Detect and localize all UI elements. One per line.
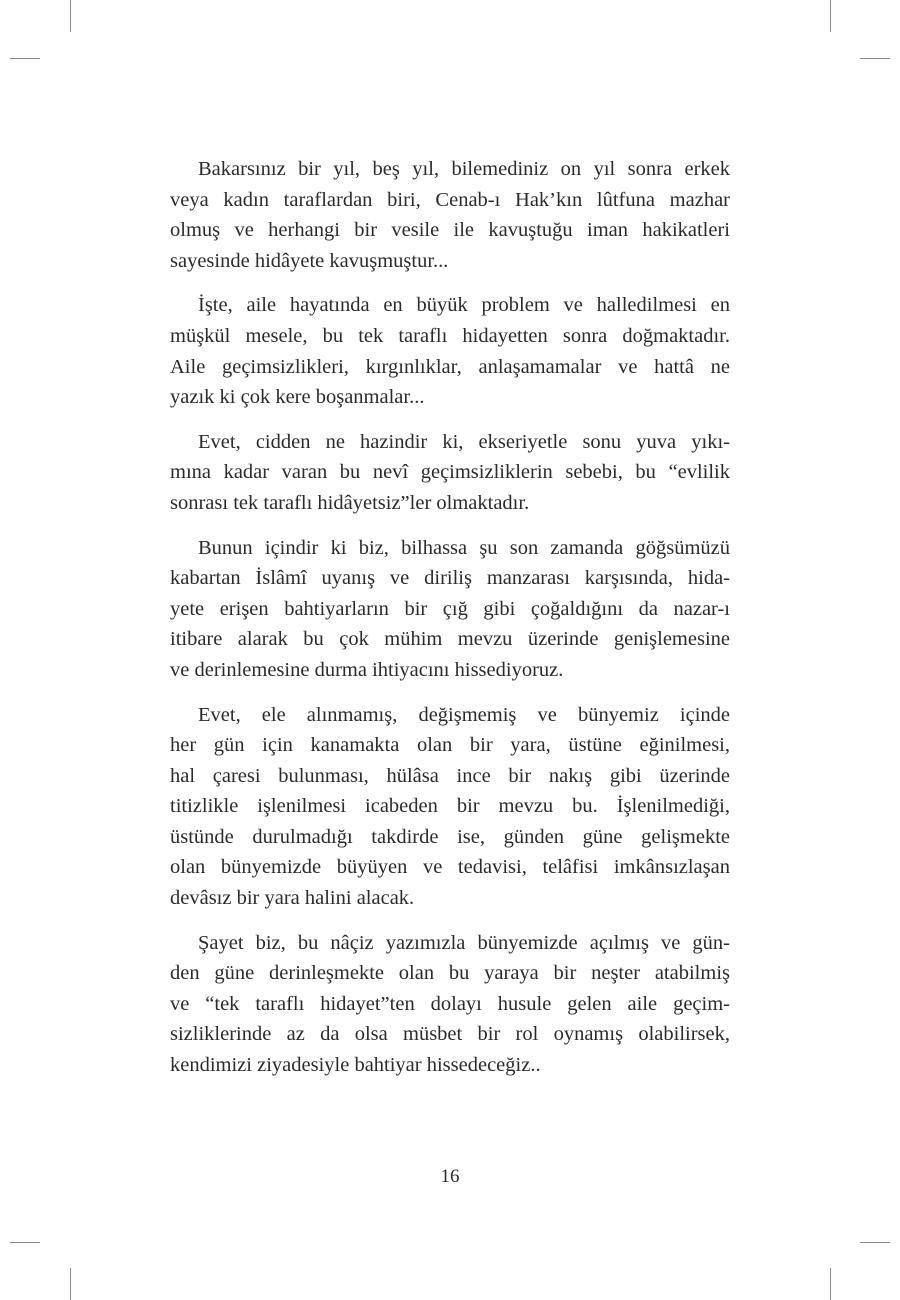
text-line: Evet, cidden ne hazindir ki, ekseriyetle sonu yuva yıkı- — [198, 430, 730, 453]
text-line: olmuş ve herhangi bir vesile ile kavuştuğu iman hakikatleri — [170, 219, 730, 242]
crop-mark — [70, 0, 71, 32]
text-line: den güne derinleşmekte olan bu yaraya bir neşter atabilmiş — [170, 962, 730, 985]
crop-mark — [10, 58, 40, 59]
paragraph — [170, 700, 730, 914]
text-line: müşkül mesele, bu tek taraflı hidayetten sonra doğmaktadır. — [170, 324, 730, 347]
page-number: 16 — [440, 1166, 460, 1187]
text-line: kendimizi ziyadesiyle bahtiyar hissedeceğiz.. — [170, 1054, 541, 1077]
text-line: üstünde durulmadığı takdirde ise, günden güne gelişmekte — [170, 825, 730, 848]
page-body — [170, 154, 730, 1095]
paragraph — [170, 928, 730, 1081]
text-line: Evet, ele alınmamış, değişmemiş ve bünyemiz içinde — [198, 703, 730, 726]
text-line: yazık ki çok kere boşanmalar... — [170, 386, 425, 409]
text-line: mına kadar varan bu nevî geçimsizliklerin sebebi, bu “evlilik — [170, 461, 730, 484]
text-line: İşte, aile hayatında en büyük problem ve halledilmesi en — [198, 294, 730, 317]
text-line: Aile geçimsizlikleri, kırgınlıklar, anlaşamamalar ve hattâ ne — [170, 355, 730, 378]
crop-mark — [830, 1268, 831, 1300]
crop-mark — [860, 58, 890, 59]
paragraph — [170, 154, 730, 276]
text-line: sizliklerinde az da olsa müsbet bir rol oynamış olabilirsek, — [170, 1023, 730, 1046]
text-line: sonrası tek taraflı hidâyetsiz”ler olmaktadır. — [170, 491, 530, 514]
paragraph — [170, 290, 730, 412]
crop-mark — [860, 1242, 890, 1243]
text-line: Şayet biz, bu nâçiz yazımızla bünyemizde açılmış ve gün- — [198, 931, 730, 954]
text-line: Bunun içindir ki biz, bilhassa şu son zamanda göğsümüzü — [198, 536, 730, 559]
text-line: kabartan İslâmî uyanış ve diriliş manzarası karşısında, hida- — [170, 567, 730, 590]
text-line: devâsız bir yara halini alacak. — [170, 887, 415, 910]
text-line: titizlikle işlenilmesi icabeden bir mevzu bu. İşlenilmediği, — [170, 795, 730, 818]
text-line: Bakarsınız bir yıl, beş yıl, bilemediniz on yıl sonra erkek — [198, 158, 730, 180]
crop-mark — [10, 1242, 40, 1243]
crop-mark — [830, 0, 831, 32]
text-line: ve “tek taraflı hidayet”ten dolayı husule gelen aile geçim- — [170, 992, 730, 1015]
text-line: yete erişen bahtiyarların bir çığ gibi çoğaldığını da nazar-ı — [170, 597, 730, 620]
paragraph — [170, 533, 730, 686]
crop-mark — [70, 1268, 71, 1300]
paragraph — [170, 427, 730, 519]
text-line: her gün için kanamakta olan bir yara, üstüne eğinilmesi, — [170, 734, 730, 757]
text-line: sayesinde hidâyete kavuşmuştur... — [170, 249, 449, 272]
text-line: ve derinlemesine durma ihtiyacını hissediyoruz. — [170, 658, 564, 681]
text-line: olan bünyemizde büyüyen ve tedavisi, telâfisi imkânsızlaşan — [170, 856, 730, 879]
text-line: hal çaresi bulunması, hülâsa ince bir nakış gibi üzerinde — [170, 764, 730, 787]
text-line: itibare alarak bu çok mühim mevzu üzerinde genişlemesine — [170, 628, 730, 651]
text-line: veya kadın taraflardan biri, Cenab-ı Hak’kın lûtfuna mazhar — [170, 188, 730, 211]
